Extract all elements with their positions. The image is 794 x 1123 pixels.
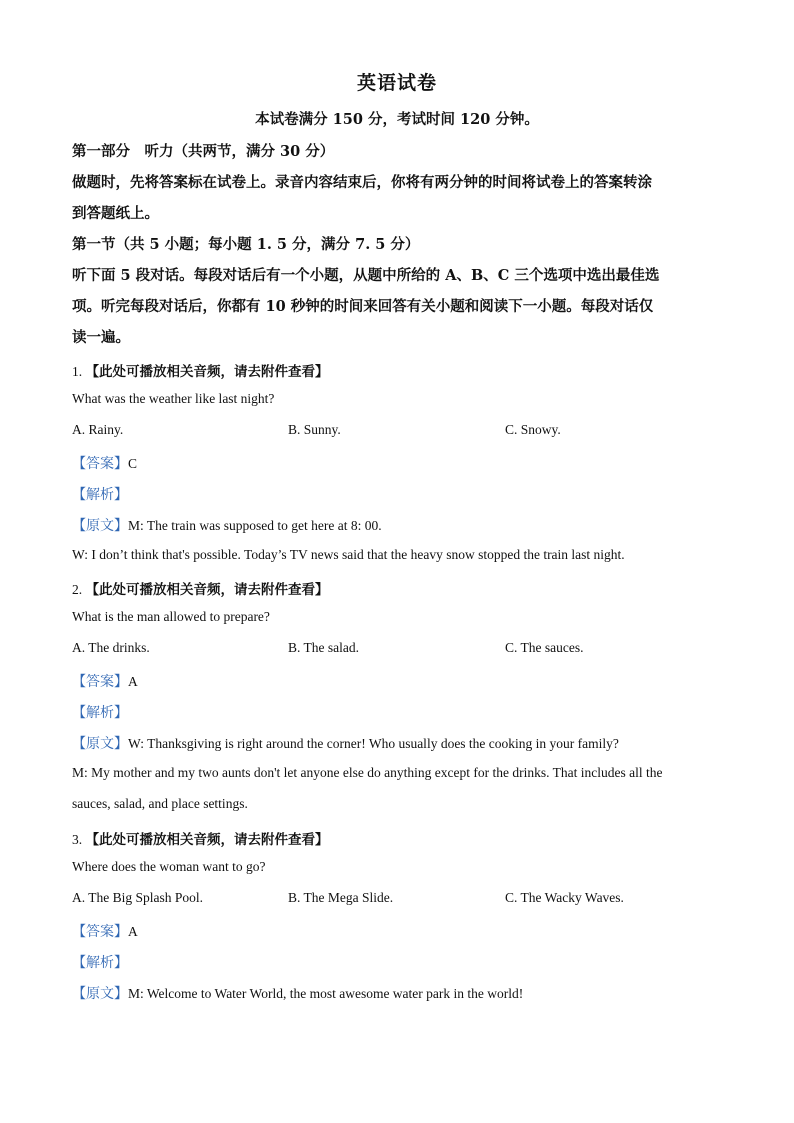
answer-value: A bbox=[128, 674, 138, 689]
page-title: 英语试卷 bbox=[356, 72, 437, 94]
question-1-option-a: A. Rainy. bbox=[72, 422, 124, 437]
original-label: 【原文】 bbox=[72, 519, 128, 534]
audio-placeholder-link[interactable]: 【此处可播放相关音频，请去附件查看】 bbox=[85, 582, 329, 597]
analysis-label: 【解析】 bbox=[72, 488, 128, 503]
original-label: 【原文】 bbox=[72, 987, 128, 1002]
question-2-option-c: C. The sauces. bbox=[505, 640, 584, 655]
question-1-answer bbox=[72, 453, 137, 473]
question-3-original-1 bbox=[72, 983, 523, 1003]
question-2-option-b: B. The salad. bbox=[288, 640, 359, 655]
question-1-option-c: C. Snowy. bbox=[505, 422, 561, 437]
answer-label: 【答案】 bbox=[72, 457, 128, 472]
question-2-header bbox=[72, 578, 329, 598]
question-3-option-c: C. The Wacky Waves. bbox=[505, 890, 624, 905]
section1-heading: 第一节（共 5 小题；每小题 1. 5 分，满分 7. 5 分） bbox=[72, 236, 420, 253]
question-3-option-a: A. The Big Splash Pool. bbox=[72, 890, 204, 905]
question-3-option-b: B. The Mega Slide. bbox=[288, 890, 394, 905]
question-3-analysis bbox=[72, 952, 128, 972]
question-2-original-3: sauces, salad, and place settings. bbox=[72, 796, 248, 811]
question-1-header bbox=[72, 360, 329, 380]
exam-subtitle: 本试卷满分 150 分，考试时间 120 分钟。 bbox=[255, 111, 539, 128]
question-2-original-2: M: My mother and my two aunts don't let anyone else do anything except for the drinks. That includes all the bbox=[72, 765, 663, 780]
original-label: 【原文】 bbox=[72, 737, 128, 752]
answer-value: A bbox=[128, 924, 138, 939]
question-1-text: What was the weather like last night? bbox=[72, 391, 275, 406]
part1-heading: 第一部分 听力（共两节，满分 30 分） bbox=[72, 143, 335, 160]
question-2-option-a: A. The drinks. bbox=[72, 640, 150, 655]
answer-label: 【答案】 bbox=[72, 925, 128, 940]
question-3-answer bbox=[72, 921, 138, 941]
original-text: W: Thanksgiving is right around the corner! Who usually does the cooking in your family? bbox=[128, 736, 619, 751]
audio-placeholder-link[interactable]: 【此处可播放相关音频，请去附件查看】 bbox=[85, 364, 329, 379]
question-number: 1. bbox=[72, 364, 83, 379]
question-1-analysis bbox=[72, 484, 128, 504]
answer-value: C bbox=[128, 456, 138, 471]
question-number: 3. bbox=[72, 832, 83, 847]
section1-instruction-line1: 听下面 5 段对话。每段对话后有一个小题，从题中所给的 A、B、C 三个选项中选出最佳选 bbox=[72, 267, 660, 284]
question-1-original-1 bbox=[72, 515, 382, 535]
question-number: 2. bbox=[72, 582, 83, 597]
question-3-text: Where does the woman want to go? bbox=[72, 859, 266, 874]
question-2-text: What is the man allowed to prepare? bbox=[72, 609, 270, 624]
original-text: M: Welcome to Water World, the most awesome water park in the world! bbox=[128, 986, 524, 1001]
section1-instruction-line3: 读一遍。 bbox=[72, 329, 130, 346]
audio-placeholder-link[interactable]: 【此处可播放相关音频，请去附件查看】 bbox=[85, 832, 329, 847]
question-2-analysis bbox=[72, 702, 128, 722]
analysis-label: 【解析】 bbox=[72, 956, 128, 971]
original-text: M: The train was supposed to get here at 8: 00. bbox=[128, 518, 382, 533]
question-1-option-b: B. Sunny. bbox=[288, 422, 341, 437]
section1-instruction-line2: 项。听完每段对话后，你都有 10 秒钟的时间来回答有关小题和阅读下一小题。每段对话仅 bbox=[72, 298, 654, 315]
answer-label: 【答案】 bbox=[72, 675, 128, 690]
analysis-label: 【解析】 bbox=[72, 706, 128, 721]
question-1-original-2: W: I don’t think that's possible. Today’s TV news said that the heavy snow stopped the train last night. bbox=[72, 547, 625, 562]
question-2-original-1 bbox=[72, 733, 619, 753]
question-2-answer bbox=[72, 671, 138, 691]
part1-instruction-line2: 到答题纸上。 bbox=[72, 205, 159, 222]
part1-instruction-line1: 做题时，先将答案标在试卷上。录音内容结束后，你将有两分钟的时间将试卷上的答案转涂 bbox=[72, 174, 652, 191]
question-3-header bbox=[72, 828, 329, 848]
